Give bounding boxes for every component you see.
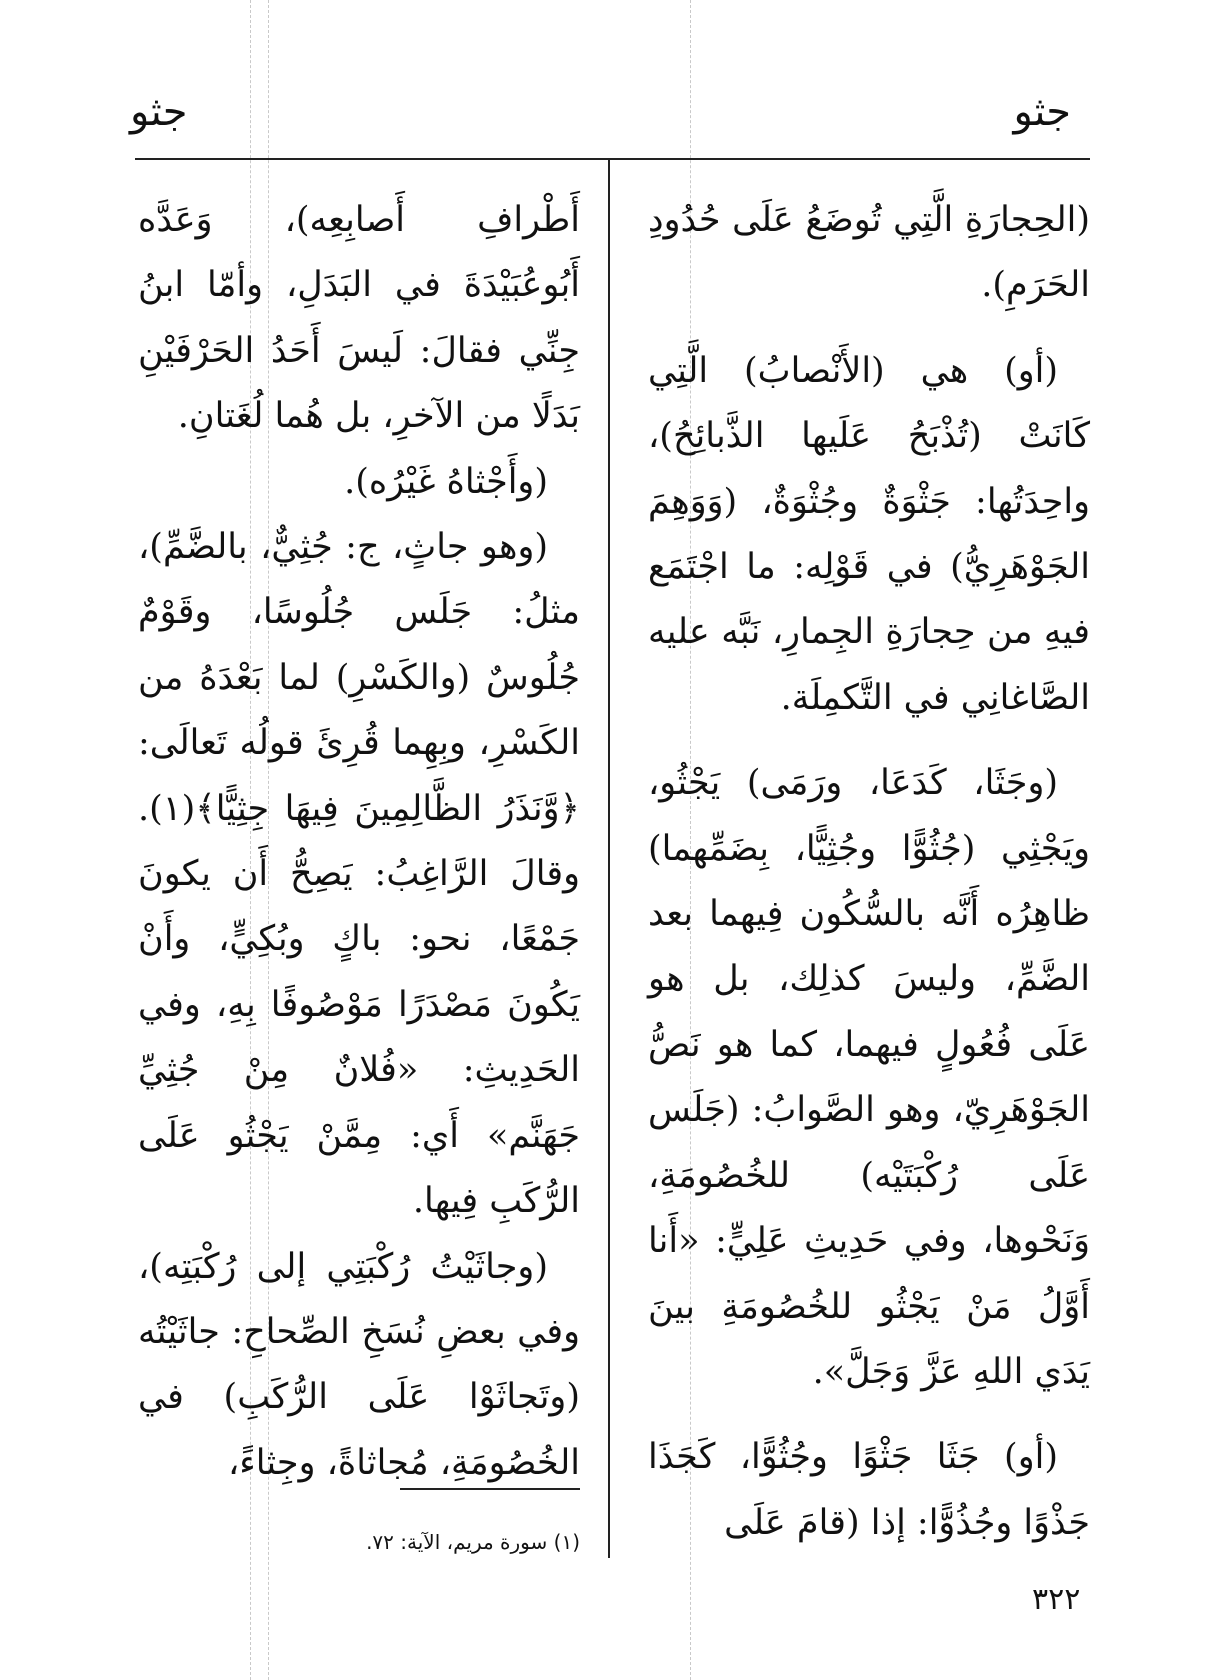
running-head-left: جثو (130, 89, 188, 135)
column-divider (608, 158, 610, 1558)
paragraph: (وجاثَيْتُ رُكْبَتِي إلى رُكْبَتِه)، وفي بعضِ نُسَخِ الصِّحاحِ: جاثَيْتُه (وتَجاثَوْا عَلَى الرُّكَبِ) في الخُصُومَةِ، مُجاثاةً، وجِثاءً، (138, 1246, 580, 1483)
paragraph: أَطْرافِ أَصابِعِه)، وَعَدَّه أَبُوعُبَيْدَةَ في البَدَلِ، وأمّا ابنُ جِنِّي فقالَ: لَيسَ أَحَدُ الحَرْفَيْنِ بَدَلًا من الآخرِ، بل هُما لُغَتانِ. (138, 200, 580, 437)
paragraph: (الحِجارَةِ الَّتِي تُوضَعُ عَلَى حُدُودِ الحَرَمِ). (648, 200, 1090, 306)
running-head-right: جثو (1013, 89, 1071, 135)
right-text-column (648, 188, 1090, 1556)
paragraph: (وهو جاثٍ، ج: جُثِيٌّ، بالضَّمِّ)، مثلُ: جَلَس جُلُوسًا، وقَوْمٌ جُلُوسٌ (والكَسْرِ) لما بَعْدَهُ من الكَسْرِ، وبِهِما قُرِئَ قولُه تَعالَى: ﴿وَّنَذَرُ الظَّالِمِينَ فِيهَا جِثِيًّا﴾(١). وقالَ الرَّاغِبُ: يَصِحُّ أَن يكونَ جَمْعًا، نحو: باكٍ وبُكِيٍّ، وأَنْ يَكُونَ مَصْدَرًا مَوْصُوفًا بِهِ، وفي الحَدِيثِ: «فُلانٌ مِنْ جُثِيِّ جَهَنَّم» أَي: مِمَّنْ يَجْثُو عَلَى الرُّكَبِ فِيها. (138, 527, 580, 1222)
page-number: ٣٢٢ (1032, 1582, 1081, 1617)
paragraph: (أو) هي (الأَنْصابُ) الَّتِي كَانَتْ (تُذْبَحُ عَلَيها الذَّبائِحُ)، واحِدَتُها: جَثْوَةٌ وجُثْوَةٌ، (وَوَهِمَ الجَوْهَرِيُّ) في قَوْلِه: ما اجْتَمَع فيهِ من حِجارَةِ الجِمارِ، نَبَّه عليه الصَّاغانِي في التَّكمِلَة. (648, 350, 1090, 718)
header-rule (135, 158, 1090, 160)
paragraph: (أو) جَثَا جَثْوًا وجُثُوًّا، كَجَذَا جَذْوًا وجُذُوًّا: إذا (قامَ عَلَى (648, 1437, 1090, 1543)
left-text-column (138, 188, 580, 1496)
footnote-rule (400, 1488, 580, 1490)
footnote: (١) سورة مريم، الآية: ٧٢. (366, 1530, 580, 1554)
paragraph: (وأَجْثاهُ غَيْرُه). (344, 461, 548, 502)
paragraph: (وجَثَا، كَدَعَا، ورَمَى) يَجْثُو، ويَجْثِي (جُثُوًّا وجُثِيًّا، بِضَمِّهما) ظاهِرُه أَنَّه بالسُّكُون فِيهما بعد الضَّمِّ، وليسَ كذلِك، بل هو عَلَى فُعُولٍ فيهما، كما هو نَصُّ الجَوْهَرِيّ، وهو الصَّوابُ: (جَلَس عَلَى رُكْبَتَيْه) للخُصُومَةِ، وَنَحْوها، وفي حَدِيثِ عَلِيٍّ: «أَنا أَوَّلُ مَنْ يَجْثُو للخُصُومَةِ بينَ يَدَي اللهِ عَزَّ وَجَلَّ». (648, 763, 1090, 1392)
